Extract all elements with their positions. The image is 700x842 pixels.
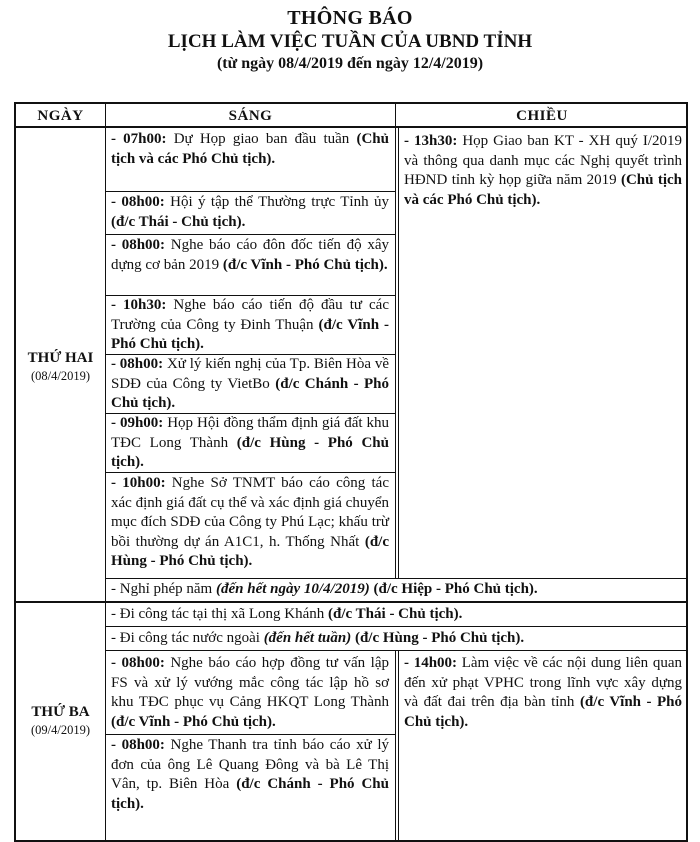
item-text: - Đi công tác tại thị xã Long Khánh — [111, 606, 329, 622]
monday-morning-item — [111, 474, 389, 572]
header-divider — [16, 126, 688, 128]
item-assignee: (đ/c Chánh - Phó Chủ tịch). — [111, 776, 389, 812]
tuesday-column-divider — [395, 651, 396, 842]
row-divider — [106, 734, 395, 735]
item-assignee: (đ/c Vĩnh - Phó Chủ tịch). — [222, 256, 388, 273]
tuesday-column-divider-inner — [398, 651, 399, 842]
item-text: Xử lý kiến nghị của Tp. Biên Hòa về SDĐ của Công ty VietBo — [111, 356, 389, 392]
monday-morning-item — [111, 296, 389, 355]
row-divider — [106, 626, 688, 627]
monday-allday-item — [111, 580, 683, 600]
item-assignee: (Chủ tịch và các Phó Chủ tịch). — [404, 172, 682, 208]
document-title: THÔNG BÁO — [287, 7, 413, 29]
item-assignee: (đ/c Vĩnh - Phó Chủ tịch). — [111, 713, 276, 730]
tuesday-afternoon-item — [404, 654, 682, 732]
item-time: - 10h00: — [111, 475, 166, 491]
item-assignee: (đ/c Hùng - Phó Chủ tịch). — [111, 434, 389, 470]
document-subtitle: LỊCH LÀM VIỆC TUẦN CỦA UBND TỈNH — [167, 31, 533, 52]
tuesday-morning-item — [111, 736, 389, 814]
item-time: - 14h00: — [404, 655, 458, 671]
item-assignee: (đ/c Thái - Chủ tịch). — [328, 606, 463, 622]
item-note: (đến hết ngày 10/4/2019) — [215, 581, 370, 597]
tuesday-allday-item — [111, 605, 683, 625]
item-note: (đến hết tuần) — [263, 630, 352, 646]
day-separator — [16, 601, 688, 603]
item-text: Nghe Sở TNMT báo cáo công tác xác định giá đất cụ thể và xác định giá chuyển mục đích SDĐ của Công ty Phú Lạc; khấu trừ bồi thường dự án A1C1, h. Thống Nhất — [111, 475, 389, 550]
date-range: (từ ngày 08/4/2019 đến ngày 12/4/2019) — [216, 55, 484, 72]
item-text: Nghe Thanh tra tỉnh báo cáo xử lý đơn của ông Lê Quang Đông và bà Lê Thị Vân, tp. Biên Hòa — [111, 737, 389, 792]
row-divider — [106, 191, 395, 192]
monday-morning-item — [111, 236, 389, 275]
item-text: Họp Giao ban KT - XH quý I/2019 và thông qua danh mục các Nghị quyết trình HĐND tỉnh kỳ họp giữa năm 2019 — [404, 133, 682, 188]
item-text: Dự Họp giao ban đầu tuần — [166, 131, 357, 147]
item-text: Hội ý tập thể Thường trực Tỉnh ủy — [164, 194, 389, 210]
item-text: Nghe báo cáo đôn đốc tiến độ xây dựng cơ bản 2019 — [111, 237, 389, 273]
column-header-afternoon: CHIỀU — [516, 108, 568, 124]
item-time: - 08h00: — [111, 737, 165, 753]
item-time: - 08h00: — [111, 655, 165, 671]
item-text: Nghe báo cáo hợp đồng tư vấn lập FS và xử lý vướng mắc công tác lập hồ sơ khu TĐC phục vụ Cảng HKQT Long Thành — [111, 655, 389, 710]
item-text: Làm việc về các nội dung liên quan đến xử phạt VPHC trong lĩnh vực xây dựng và đất đai trên địa bàn tỉnh — [404, 655, 682, 710]
item-assignee: (Chủ tịch và các Phó Chủ tịch). — [111, 131, 389, 167]
day-name: THỨ HAI — [27, 350, 94, 366]
item-assignee: (đ/c Hùng - Phó Chủ tịch). — [111, 533, 389, 569]
item-time: - 13h30: — [404, 133, 458, 149]
item-assignee: (đ/c Thái - Chủ tịch). — [111, 213, 246, 230]
tuesday-allday-item — [111, 629, 683, 649]
item-time: - 08h00: — [111, 237, 166, 253]
tuesday-morning-item — [111, 654, 389, 732]
item-time: - 09h00: — [111, 415, 164, 431]
schedule-table — [14, 102, 688, 842]
item-time: - 08h00: — [111, 194, 165, 210]
item-assignee: (đ/c Chánh - Phó Chủ tịch). — [111, 375, 389, 411]
monday-morning-item — [111, 355, 389, 414]
monday-column-divider-inner — [398, 128, 399, 578]
item-text: Nghe báo cáo tiến độ đầu tư các Trường của Công ty Đinh Thuận — [111, 297, 389, 333]
row-divider — [106, 578, 688, 579]
row-divider — [106, 234, 395, 235]
monday-morning-item — [111, 130, 389, 169]
monday-morning-item — [111, 414, 389, 473]
item-time: - 07h00: — [111, 131, 167, 147]
column-header-morning: SÁNG — [228, 108, 273, 124]
day-date: (09/4/2019) — [30, 723, 91, 737]
column-header-day: NGÀY — [37, 108, 84, 124]
item-text: Họp Hội đồng thẩm định giá đất khu TĐC Long Thành — [111, 415, 389, 451]
day-tuesday — [16, 702, 105, 739]
item-assignee: (đ/c Hiệp - Phó Chủ tịch). — [369, 581, 538, 597]
item-text: - Đi công tác nước ngoài — [111, 630, 264, 646]
item-assignee: (đ/c Hùng - Phó Chủ tịch). — [351, 630, 525, 646]
day-monday — [16, 348, 105, 385]
item-time: - 10h30: — [111, 297, 167, 313]
day-column-divider — [105, 104, 106, 842]
row-divider — [106, 650, 688, 651]
document-header — [0, 6, 700, 74]
item-assignee: (đ/c Vĩnh - Phó Chủ tịch). — [404, 694, 683, 730]
item-time: - 08h00: — [111, 356, 164, 372]
monday-column-divider — [395, 128, 396, 578]
day-name: THỨ BA — [31, 704, 90, 720]
item-text: - Nghỉ phép năm — [111, 581, 216, 597]
item-assignee: (đ/c Vĩnh - Phó Chủ tịch). — [111, 316, 389, 352]
header-column-divider — [395, 104, 396, 128]
monday-afternoon-item — [404, 132, 682, 210]
day-date: (08/4/2019) — [30, 369, 91, 383]
monday-morning-item — [111, 193, 389, 232]
